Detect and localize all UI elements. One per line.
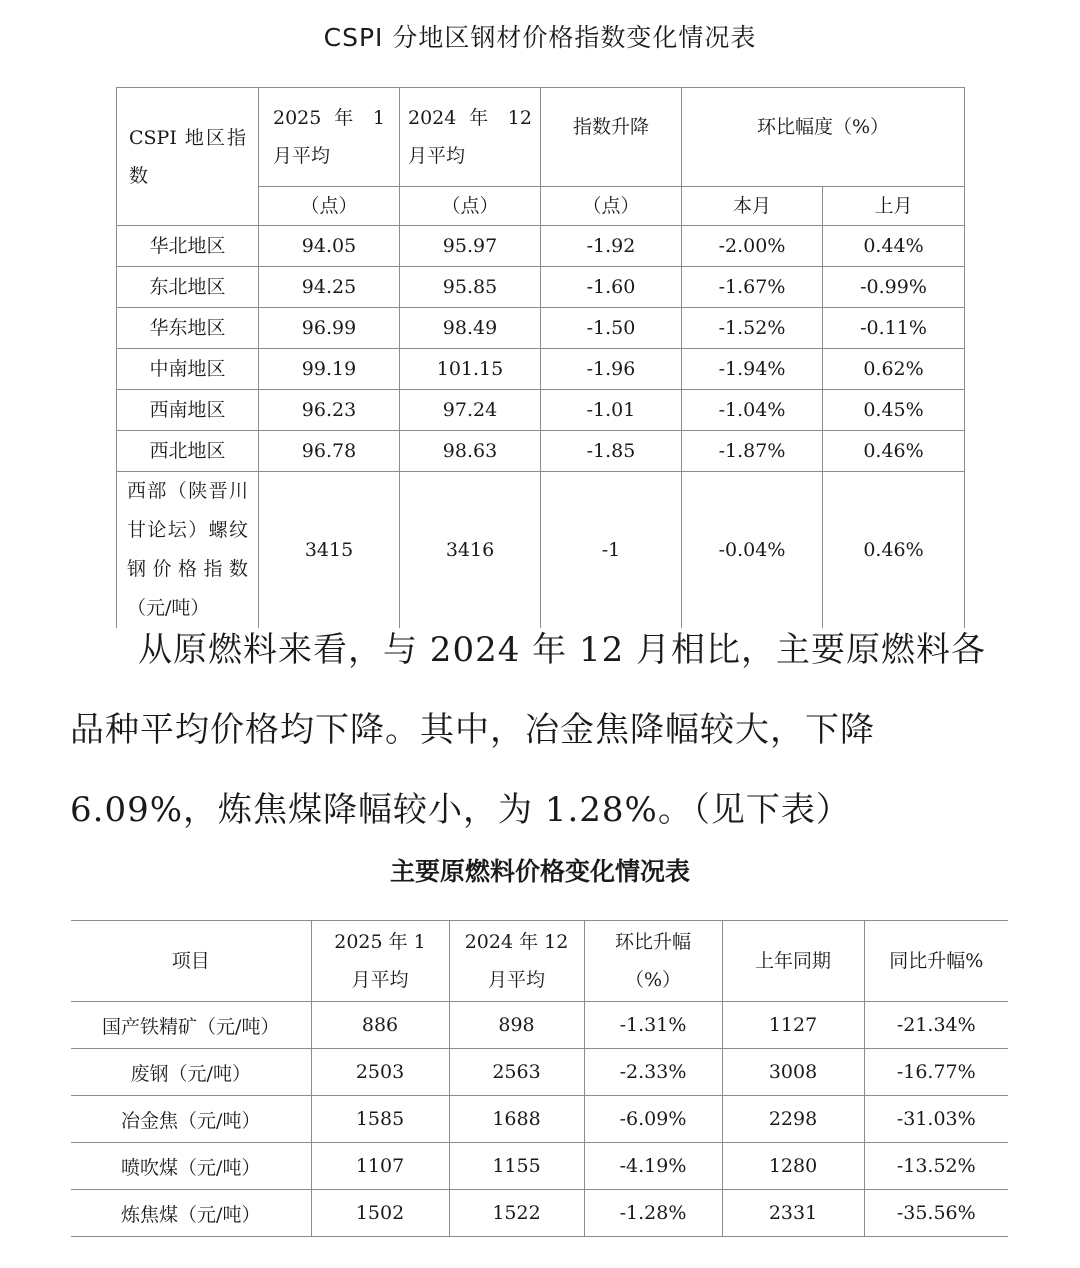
change-value: -1	[541, 472, 682, 629]
yoy-value: -35.56%	[864, 1190, 1008, 1237]
last-month-value: 0.45%	[823, 390, 965, 431]
last-year-value: 3008	[722, 1049, 864, 1096]
header-this-month: 本月	[682, 187, 823, 226]
region-name: 华北地区	[117, 226, 259, 267]
last-year-value: 1280	[722, 1143, 864, 1190]
mom-value: -6.09%	[584, 1096, 722, 1143]
header-region: CSPI 地区指数	[117, 88, 259, 226]
header-last-year: 上年同期	[722, 921, 864, 1002]
table2-title: 主要原燃料价格变化情况表	[389, 857, 690, 886]
unit-dec2024: （点）	[400, 187, 541, 226]
last-month-value: 0.46%	[823, 472, 965, 629]
header-mom: 环比升幅（%）	[584, 921, 722, 1002]
mom-value: -4.19%	[584, 1143, 722, 1190]
region-name: 东北地区	[117, 267, 259, 308]
this-month-value: -2.00%	[682, 226, 823, 267]
table-row	[117, 390, 965, 431]
table-row	[71, 1143, 1008, 1190]
header-yoy: 同比升幅%	[864, 921, 1008, 1002]
item-name: 炼焦煤（元/吨）	[71, 1190, 311, 1237]
dec-value: 3416	[400, 472, 541, 629]
header-item: 项目	[71, 921, 311, 1002]
this-month-value: -1.67%	[682, 267, 823, 308]
jan-value: 99.19	[259, 349, 400, 390]
header-dec2024: 2024 年 12 月平均	[449, 921, 584, 1002]
mom-value: -2.33%	[584, 1049, 722, 1096]
yoy-value: -13.52%	[864, 1143, 1008, 1190]
this-month-value: -1.87%	[682, 431, 823, 472]
jan-value: 94.25	[259, 267, 400, 308]
jan-value: 96.99	[259, 308, 400, 349]
unit-jan2025: （点）	[259, 187, 400, 226]
jan-value: 94.05	[259, 226, 400, 267]
table-row	[71, 1190, 1008, 1237]
dec-value: 95.97	[400, 226, 541, 267]
region-name: 西北地区	[117, 431, 259, 472]
region-name: 中南地区	[117, 349, 259, 390]
jan-value: 3415	[259, 472, 400, 629]
dec-value: 2563	[449, 1049, 584, 1096]
last-month-value: 0.44%	[823, 226, 965, 267]
table-row	[117, 472, 965, 629]
paragraph-text: 从原燃料来看，与 2024 年 12 月相比，主要原燃料各品种平均价格均下降。其中，冶金焦降幅较大，下降 6.09%，炼焦煤降幅较小，为 1.28%。（见下表）	[70, 630, 987, 830]
change-value: -1.92	[541, 226, 682, 267]
mom-value: -1.31%	[584, 1002, 722, 1049]
dec-value: 97.24	[400, 390, 541, 431]
dec-value: 98.63	[400, 431, 541, 472]
this-month-value: -0.04%	[682, 472, 823, 629]
this-month-value: -1.94%	[682, 349, 823, 390]
dec-value: 95.85	[400, 267, 541, 308]
jan-value: 1585	[311, 1096, 449, 1143]
item-name: 喷吹煤（元/吨）	[71, 1143, 311, 1190]
jan-value: 96.78	[259, 431, 400, 472]
region-name: 西部（陕晋川甘论坛）螺纹钢价格指数（元/吨）	[117, 472, 259, 629]
header-jan2025: 2025 年 1 月平均	[259, 88, 400, 187]
raw-material-price-table	[71, 920, 1008, 1237]
change-value: -1.60	[541, 267, 682, 308]
change-value: -1.50	[541, 308, 682, 349]
table-row	[117, 308, 965, 349]
change-value: -1.01	[541, 390, 682, 431]
header-change: 指数升降	[541, 88, 682, 187]
this-month-value: -1.04%	[682, 390, 823, 431]
table-row	[117, 431, 965, 472]
unit-change: （点）	[541, 187, 682, 226]
yoy-value: -21.34%	[864, 1002, 1008, 1049]
change-value: -1.85	[541, 431, 682, 472]
table-row	[71, 1002, 1008, 1049]
table-row	[71, 1049, 1008, 1096]
dec-value: 1522	[449, 1190, 584, 1237]
last-month-value: -0.99%	[823, 267, 965, 308]
dec-value: 898	[449, 1002, 584, 1049]
table1-title: CSPI 分地区钢材价格指数变化情况表	[323, 23, 757, 52]
dec-value: 98.49	[400, 308, 541, 349]
dec-value: 101.15	[400, 349, 541, 390]
change-value: -1.96	[541, 349, 682, 390]
table-row	[117, 226, 965, 267]
header-last-month: 上月	[823, 187, 965, 226]
dec-value: 1155	[449, 1143, 584, 1190]
last-month-value: -0.11%	[823, 308, 965, 349]
yoy-value: -16.77%	[864, 1049, 1008, 1096]
jan-value: 1107	[311, 1143, 449, 1190]
region-name: 西南地区	[117, 390, 259, 431]
table-row	[117, 349, 965, 390]
yoy-value: -31.03%	[864, 1096, 1008, 1143]
last-year-value: 2298	[722, 1096, 864, 1143]
body-paragraph	[70, 610, 1015, 850]
table-row	[71, 1096, 1008, 1143]
this-month-value: -1.52%	[682, 308, 823, 349]
jan-value: 886	[311, 1002, 449, 1049]
jan-value: 2503	[311, 1049, 449, 1096]
item-name: 国产铁精矿（元/吨）	[71, 1002, 311, 1049]
last-month-value: 0.46%	[823, 431, 965, 472]
header-mom: 环比幅度（%）	[682, 88, 965, 187]
last-month-value: 0.62%	[823, 349, 965, 390]
table-row	[117, 267, 965, 308]
header-dec2024: 2024 年 12 月平均	[400, 88, 541, 187]
item-name: 冶金焦（元/吨）	[71, 1096, 311, 1143]
last-year-value: 1127	[722, 1002, 864, 1049]
region-name: 华东地区	[117, 308, 259, 349]
mom-value: -1.28%	[584, 1190, 722, 1237]
jan-value: 1502	[311, 1190, 449, 1237]
last-year-value: 2331	[722, 1190, 864, 1237]
jan-value: 96.23	[259, 390, 400, 431]
item-name: 废钢（元/吨）	[71, 1049, 311, 1096]
header-jan2025: 2025 年 1 月平均	[311, 921, 449, 1002]
dec-value: 1688	[449, 1096, 584, 1143]
regional-steel-price-index-table	[116, 87, 965, 628]
